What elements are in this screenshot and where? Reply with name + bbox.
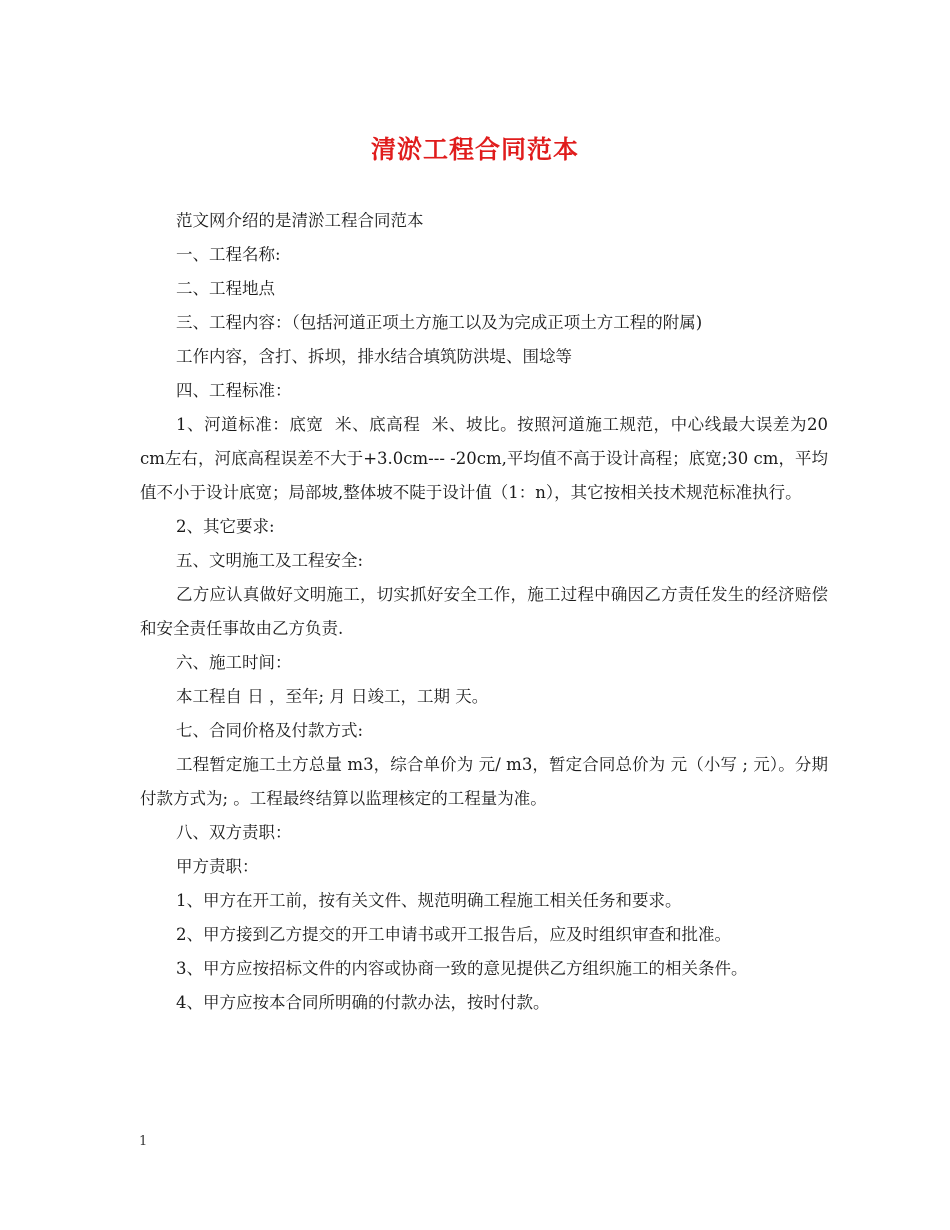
paragraph-price-payment: 七、合同价格及付款方式: xyxy=(176,721,364,740)
paragraph-intro: 范文网介绍的是清淤工程合同范本 xyxy=(176,211,424,230)
paragraph-work-content: 工作内容，含打、拆坝，排水结合填筑防洪堤、围埝等 xyxy=(176,347,572,366)
paragraph-other-requirements: 2、其它要求: xyxy=(176,517,275,536)
paragraph-project-standard: 四、工程标准： xyxy=(176,381,292,400)
paragraph-civilized-construction: 五、文明施工及工程安全: xyxy=(176,551,364,570)
paragraph-river-standard: 1、河道标准：底宽 米、底高程 米、坡比。按照河道施工规范，中心线最大误差为20 cm左右，河底高程误差不大于+3.0cm--- -20cm,平均值不高于设计高程；底宽;30 cm，平均值不小于设计底宽；局部坡,整体坡不陡于设计值（1：n），其它按相关技术规范标准执行。 xyxy=(140,415,834,502)
paragraph-project-name: 一、工程名称: xyxy=(176,245,281,264)
paragraph-party-a-duty-4: 4、甲方应按本合同所明确的付款办法，按时付款。 xyxy=(176,993,550,1012)
paragraph-party-a-duty-3: 3、甲方应按招标文件的内容或协商一致的意见提供乙方组织施工的相关条件。 xyxy=(176,959,748,978)
paragraph-project-location: 二、工程地点 xyxy=(176,279,275,298)
paragraph-party-a-duties: 甲方责职： xyxy=(176,857,259,876)
paragraph-party-a-duty-1: 1、甲方在开工前，按有关文件、规范明确工程施工相关任务和要求。 xyxy=(176,891,682,910)
paragraph-project-content: 三、工程内容：（包括河道正项土方施工以及为完成正项土方工程的附属) xyxy=(176,313,703,332)
page-number: 1 xyxy=(139,1134,148,1149)
paragraph-safety-responsibility: 乙方应认真做好文明施工，切实抓好安全工作，施工过程中确因乙方责任发生的经济赔偿和安全责任事故由乙方负责. xyxy=(140,585,828,638)
paragraph-schedule: 本工程自 日 ，至年; 月 日竣工，工期 天。 xyxy=(176,687,489,706)
paragraph-party-a-duty-2: 2、甲方接到乙方提交的开工申请书或开工报告后，应及时组织审查和批准。 xyxy=(176,925,731,944)
paragraph-price-details: 工程暂定施工土方总量 m3，综合单价为 元/ m3，暂定合同总价为 元（小写 ; 元）。分期付款方式为; 。工程最终结算以监理核定的工程量为准。 xyxy=(140,755,828,808)
document-title: 清淤工程合同范本 xyxy=(370,135,579,164)
paragraph-responsibilities: 八、双方责职： xyxy=(176,823,292,842)
document-body xyxy=(140,204,834,1020)
paragraph-construction-time: 六、施工时间： xyxy=(176,653,292,672)
